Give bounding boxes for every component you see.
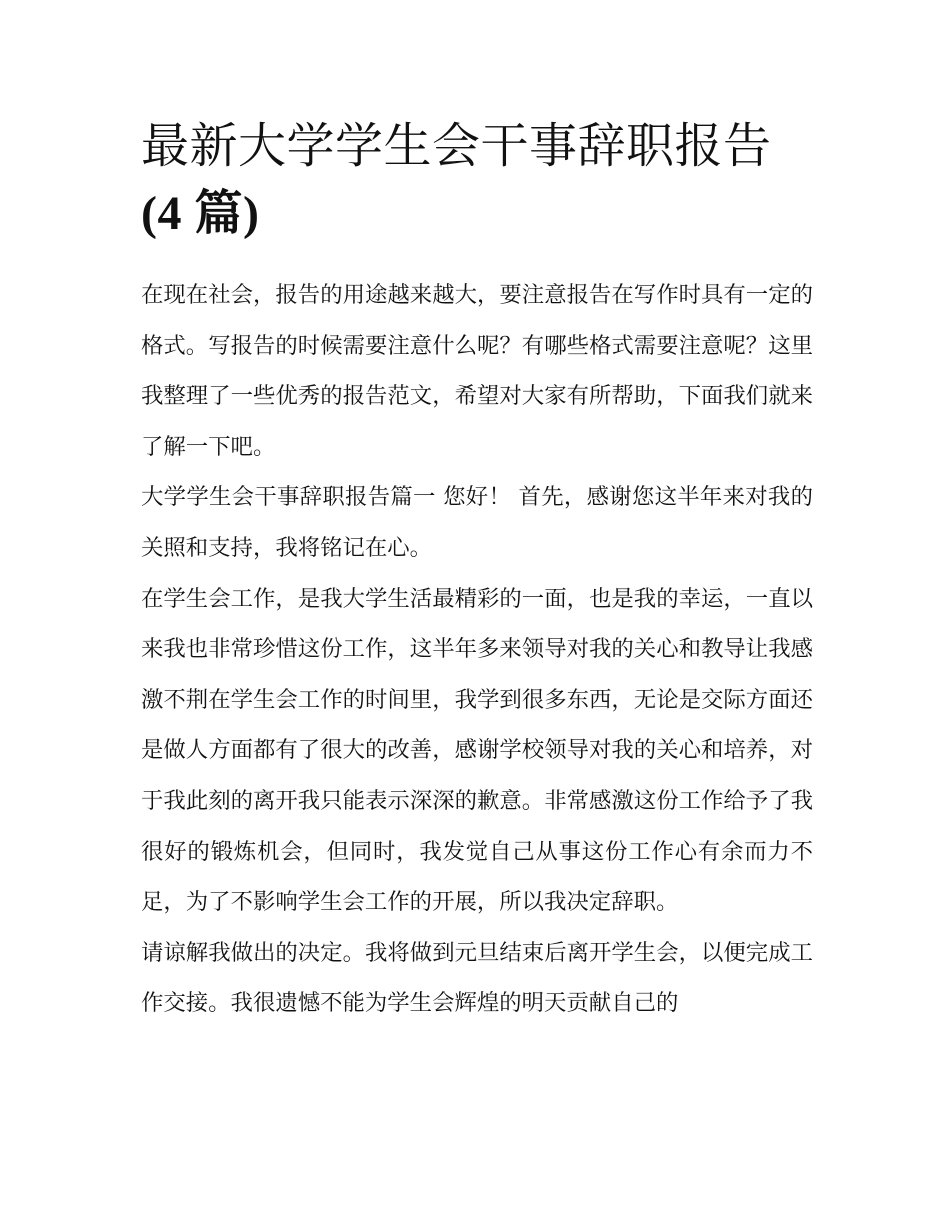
document-title bbox=[141, 112, 813, 248]
title-line-1: 最新大学学生会干事辞职报告 bbox=[141, 118, 772, 174]
document-body bbox=[141, 112, 813, 1029]
paragraph-closing: 请谅解我做出的决定。我将做到元旦结束后离开学生会，以便完成工作交接。我很遗憾不能为学生会辉煌的明天贡献自己的 bbox=[141, 939, 813, 1017]
paragraph-body: 在学生会工作，是我大学生活最精彩的一面，也是我的幸运，一直以来我也非常珍惜这份工作，这半年多来领导对我的关心和教导让我感激不荆在学生会工作的时间里，我学到很多东西，无论是交际方面还是做人方面都有了很大的改善，感谢学校领导对我的关心和培养，对于我此刻的离开我只能表示深深的歉意。非常感激这份工作给予了我很好的锻炼机会，但同时，我发觉自己从事这份工作心有余而力不足，为了不影响学生会工作的开展，所以我决定辞职。 bbox=[141, 585, 813, 916]
paragraph-intro: 在现在社会，报告的用途越来越大，要注意报告在写作时具有一定的格式。写报告的时候需要注意什么呢？有哪些格式需要注意呢？这里我整理了一些优秀的报告范文，希望对大家有所帮助，下面我们就来了解一下吧。 bbox=[141, 282, 813, 460]
paragraph-greeting: 大学学生会干事辞职报告篇一 您好！ 首先，感谢您这半年来对我的关照和支持，我将铭记在心。 bbox=[141, 484, 813, 561]
title-line-2: (4 篇) bbox=[141, 187, 260, 240]
